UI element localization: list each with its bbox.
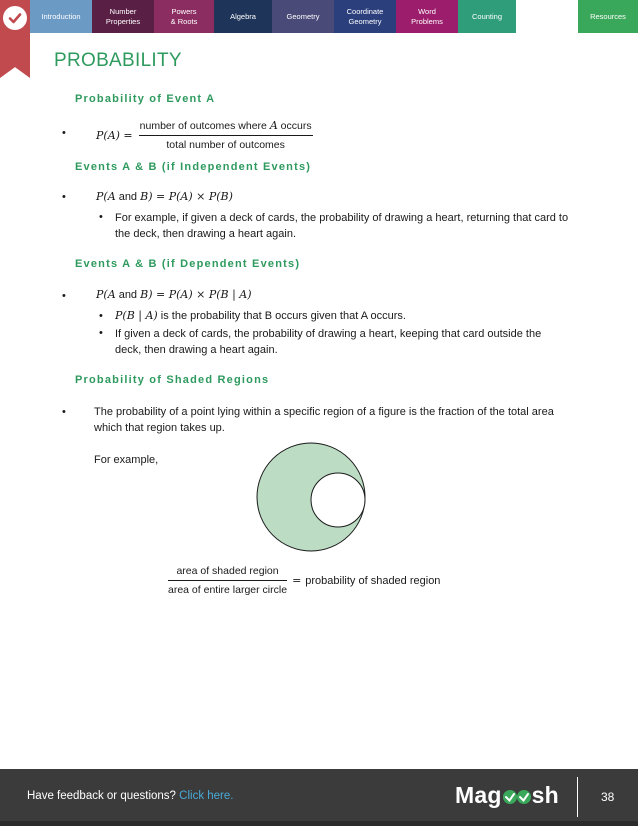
tab-powers-roots[interactable]: Powers & Roots — [154, 0, 214, 33]
tab-introduction[interactable]: Introduction — [30, 0, 92, 33]
bookmark-ribbon — [0, 0, 30, 78]
formula-lhs: P(A) = — [96, 128, 133, 142]
shaded-circle-diagram — [255, 441, 367, 553]
tab-counting[interactable]: Counting — [458, 0, 516, 33]
formula-fraction — [139, 118, 313, 153]
bullet: • — [62, 290, 66, 302]
page-number: 38 — [601, 790, 615, 804]
magoosh-logo: Mag sh — [455, 782, 559, 808]
page-title: PROBABILITY — [54, 50, 182, 71]
footer-divider — [577, 777, 578, 817]
fraction-numerator: number of outcomes where A occurs — [139, 118, 313, 136]
tab-word-problems[interactable]: Word Problems — [396, 0, 458, 33]
heading-shaded-regions: Probability of Shaded Regions — [75, 374, 270, 386]
independent-example: For example, if given a deck of cards, the probability of drawing a heart, returning that card to the deck, then drawing a heart again. — [115, 212, 569, 240]
shaded-rhs: probability of shaded region — [305, 574, 441, 587]
tab-geometry[interactable]: Geometry — [272, 0, 334, 33]
shaded-probability-formula: $\frac{\text{area of shaded region}}{\text{area of entire larger circle}}$ = probability of shaded region — [168, 565, 441, 596]
heading-dependent-events: Events A & B (if Dependent Events) — [75, 258, 301, 270]
formula-independent: P(A and B) = P(A) × P(B) — [96, 190, 233, 203]
bullet: • — [62, 191, 66, 203]
tab-coordinate-geometry[interactable]: Coordinate Geometry — [334, 0, 396, 33]
bullet: • — [99, 211, 103, 223]
footer-strip — [0, 821, 638, 826]
bullet: • — [62, 406, 66, 418]
example-intro: For example, — [94, 454, 159, 466]
heading-independent-events: Events A & B (if Independent Events) — [75, 161, 312, 173]
conditional-definition: P(B | A) is the probability that B occurs given that A occurs. — [115, 309, 406, 322]
shaded-fraction — [168, 563, 287, 598]
tab-algebra[interactable]: Algebra — [214, 0, 272, 33]
fraction-denominator: total number of outcomes — [166, 139, 285, 151]
dependent-example: If given a deck of cards, the probability of drawing a heart, keeping that card outside the deck, then drawing a heart again. — [115, 328, 542, 356]
footer — [0, 769, 638, 826]
shaded-fraction-denominator: area of entire larger circle — [168, 584, 288, 596]
formula-dependent: P(A and B) = P(A) × P(B | A) — [96, 288, 252, 301]
tab-number-properties[interactable]: Number Properties — [92, 0, 154, 33]
bullet: • — [62, 127, 66, 139]
feedback-text: Have feedback or questions? Click here. — [27, 790, 234, 802]
inner-circle — [311, 473, 365, 527]
bullet: • — [99, 327, 103, 339]
formula-probability-a — [96, 118, 313, 153]
bullet: • — [99, 310, 103, 322]
shaded-fraction-numerator: area of shaded region — [168, 563, 287, 581]
top-navigation — [0, 0, 638, 33]
heading-probability-event-a: Probability of Event A — [75, 93, 216, 105]
tab-resources[interactable]: Resources — [578, 0, 638, 33]
check-icon — [3, 6, 27, 30]
logo-check-icon — [502, 786, 532, 806]
feedback-link[interactable]: Click here. — [179, 790, 234, 802]
shaded-description: The probability of a point lying within a specific region of a figure is the fraction of the total area which that region takes up. — [94, 406, 554, 434]
